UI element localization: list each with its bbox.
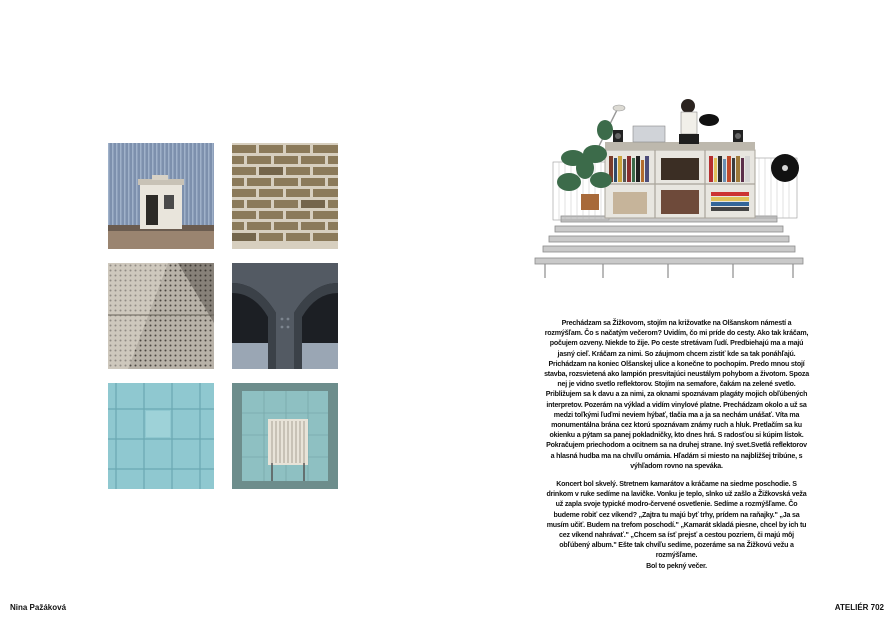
photo-brick-wall [232,143,338,249]
article-closing: Bol to pekný večer. [646,561,707,570]
photo-building-door [108,143,214,249]
photo-steel-arches [232,263,338,369]
photo-turquoise-tiles [108,383,214,489]
photo-perforated-facade [108,263,214,369]
article-paragraph-2: Koncert bol skvelý. Stretnem kamarátov a kráčame na siedme poschodie. S drinkom v ruke sedíme na lavičke. Vonku je teplo, slnko už zašlo a Žižkovská veža už zapla svoje typické modro-červené osvetlenie. Sedíme a rozmýšľame. Čo budeme robiť cez víkend? „Zajtra tu majú byť trhy, prídem na raňajky." „Ja sa musím učiť. Budem na trefom poschodí." „Kamarát skladá piesne, chcel by ich tu cez víkend nahrávať." „Chcem sa ísť prejsť a cestou pozriem, či majú môj obľúbený album." Ešte tak chvíľu sedíme, pozeráme sa na Žižkovú vežu a rozmýšľame. [546,480,807,560]
article-text [544,318,809,579]
collage-dj-tribune [533,96,805,286]
atelier-label: ATELIÉR 702 [834,603,884,612]
author-name: Nina Pažáková [10,603,67,612]
article-paragraph-1: Prechádzam sa Žižkovom, stojím na križovatke na Olšanskom námestí a rozmýšľam. Čo s načatým večerom? Uvidím, čo mi príde do cesty. Ako tak kráčam, počujem ozveny. Niekde to žije. Po ceste stretávam ľudí. Predbiehajú ma a majú jasný cieľ. Kráčam za nimi. So záujmom chcem zistiť kde sa tak ponáhľajú. Prichádzam na koniec Olšanskej ulice a konečne to pochopím. Predo mnou stojí stavba, rozsvietená ako lampión presvitajúci neustálym pohybom a životom. Spoza nej je vidno svetlo reflektorov. Stojím na semafore, čakám na zelené svetlo. Približujem sa k davu a za nimi, za oknami spoznávam plagáty mojich obľúbených interpretov. Pozerám na výklad a vidím vinylové platne. Prechádzam okolo a už sa medzi toľkými ľuďmi neviem hýbať, tlačia ma a ja sa nechám unášať. Víta ma monumentálna brána cez ktorú spoznávam známy ruch a hluk. Pretlačím sa ku okienku a pýtam sa panej pokladničky, kto dnes hrá. S radosťou si kúpim lístok. Pokračujem priechodom a ocitnem sa na druhej strane. Iný svet.Svetlá reflektorov a hlasná hudba ma na chvíľu omámia. Hľadám si miesto na najbližšej tribúne, s výhľadom rovno na speváka. [544,319,809,470]
photo-radiator-wall [232,383,338,489]
